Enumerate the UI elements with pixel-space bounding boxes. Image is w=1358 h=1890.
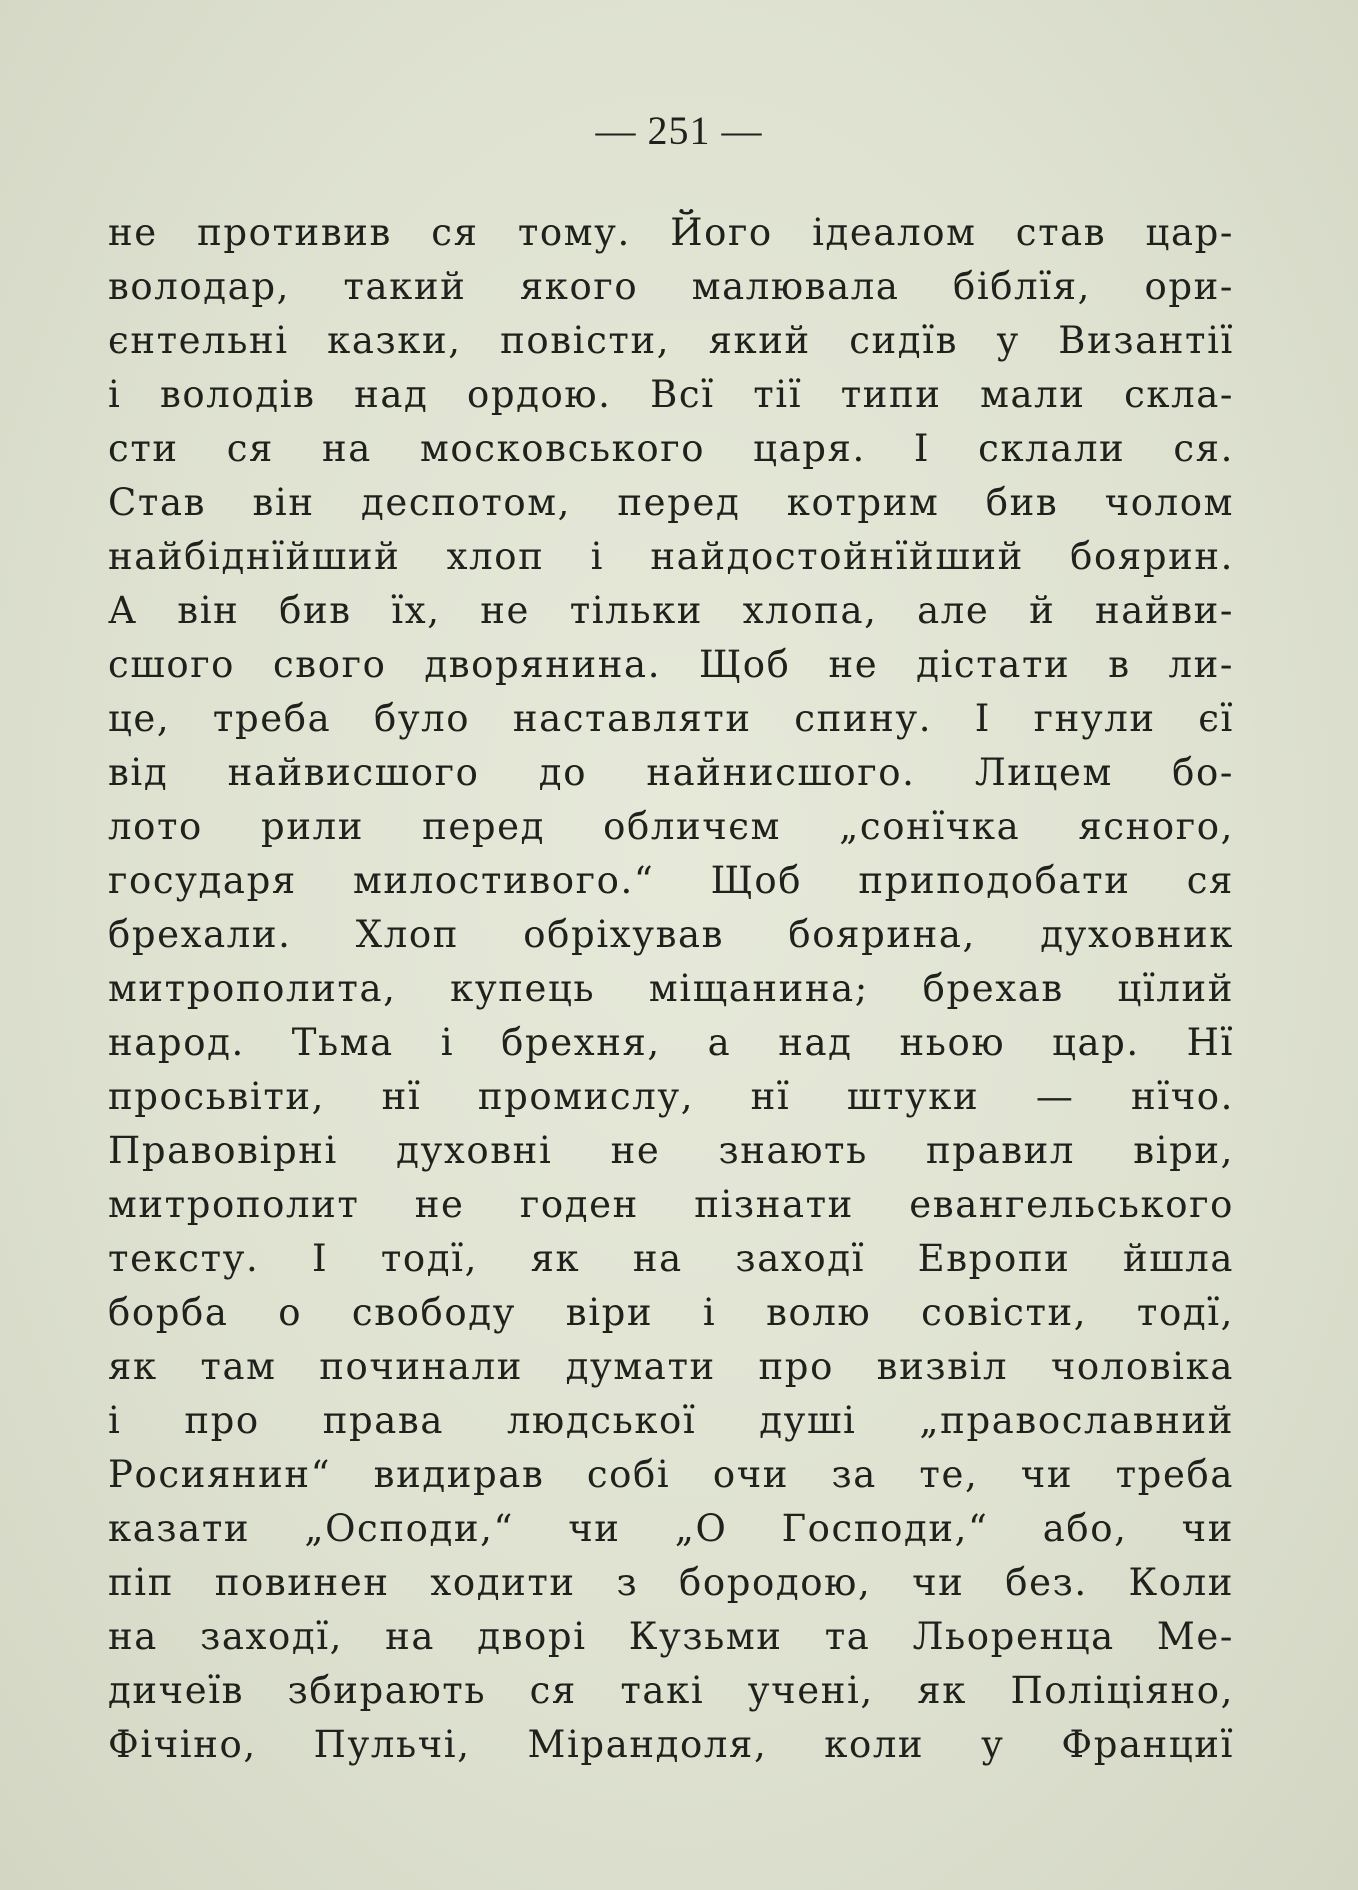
page-text	[108, 206, 1234, 1772]
text-line: сти ся на московського царя. І склали ся.	[108, 427, 1234, 470]
text-line: дичеїв збирають ся такі учені, як Поліціяно,	[108, 1669, 1234, 1712]
text-line: піп повинен ходити з бородою, чи без. Коли	[108, 1561, 1234, 1604]
text-line: тексту. І тодї, як на заходї Европи йшла	[108, 1237, 1234, 1280]
text-line: А він бив їх, не тільки хлопа, але й найви-	[108, 589, 1234, 632]
text-line: просьвіти, нї промислу, нї штуки — нїчо.	[108, 1075, 1234, 1118]
text-line: лото рили перед обличєм „сонїчка ясного,	[108, 805, 1234, 848]
text-line: митрополит не годен пізнати евангельського	[108, 1183, 1234, 1226]
text-line: народ. Тьма і брехня, а над ньою цар. Нї	[108, 1021, 1234, 1064]
text-line: найбіднїйший хлоп і найдостойнїйший боярин.	[108, 535, 1234, 578]
text-line: не противив ся тому. Його ідеалом став цар-	[108, 211, 1234, 254]
text-line: казати „Осподи,“ чи „О Господи,“ або, чи	[108, 1507, 1234, 1550]
text-line: і про права людської душі „православний	[108, 1399, 1234, 1442]
text-line: сшого свого дворянина. Щоб не дістати в ли-	[108, 643, 1234, 686]
text-line: государя милостивого.“ Щоб приподобати ся	[108, 859, 1234, 902]
text-line: митрополита, купець міщанина; брехав цїлий	[108, 967, 1234, 1010]
page-number: — 251 —	[595, 108, 763, 153]
text-line: від найвисшого до найнисшого. Лицем бо-	[108, 751, 1234, 794]
text-line: Правовірні духовні не знають правил віри,	[108, 1129, 1234, 1172]
text-line: Росиянин“ видирав собі очи за те, чи треба	[108, 1453, 1234, 1496]
text-line: Став він деспотом, перед котрим бив чолом	[108, 481, 1234, 524]
text-line: борба о свободу віри і волю совісти, тодї,	[108, 1291, 1234, 1334]
text-line: брехали. Хлоп обріхував боярина, духовник	[108, 913, 1234, 956]
text-line: це, треба було наставляти спину. І гнули єї	[108, 697, 1234, 740]
text-line: на заходї, на дворі Кузьми та Льоренца Ме-	[108, 1615, 1234, 1658]
text-line: володар, такий якого малювала біблїя, ори-	[108, 265, 1234, 308]
text-line: і володів над ордою. Всї тії типи мали скла-	[108, 373, 1234, 416]
text-line: як там починали думати про визвіл чоловіка	[108, 1345, 1234, 1388]
text-line: єнтельні казки, повісти, який сидїв у Византії	[108, 319, 1234, 362]
text-line: Фічіно, Пульчі, Мірандоля, коли у Франциї	[108, 1723, 1234, 1766]
